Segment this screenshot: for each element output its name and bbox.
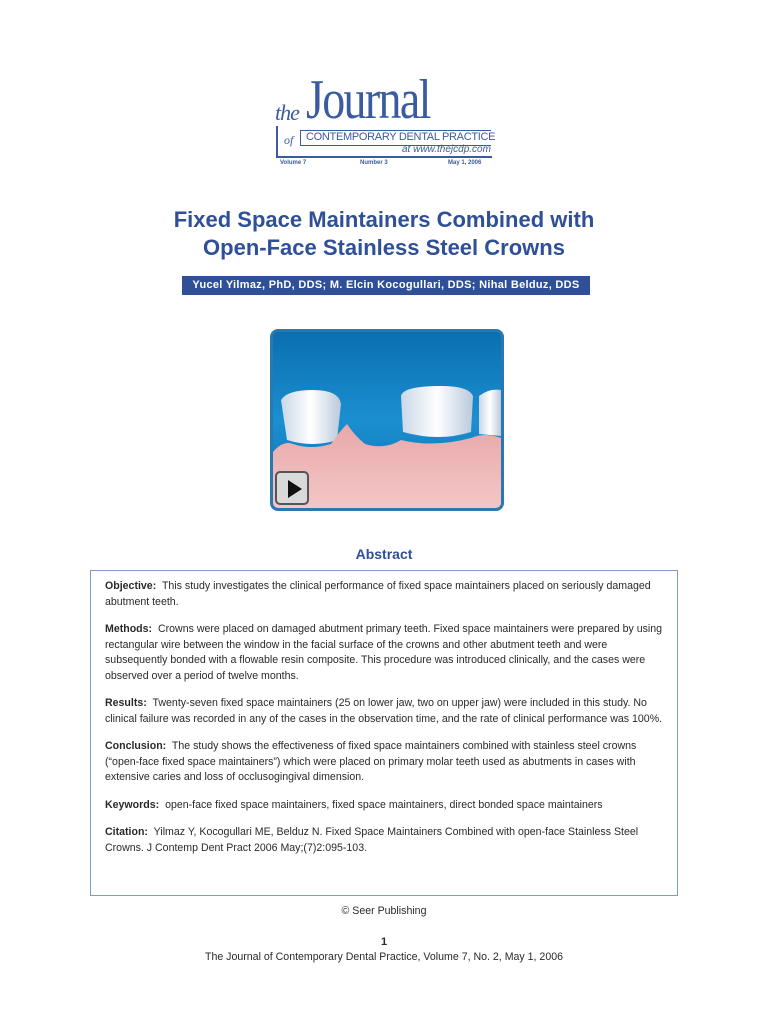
article-authors: Yucel Yilmaz, PhD, DDS; M. Elcin Kocogullari, DDS; Nihal Belduz, DDS: [182, 276, 590, 295]
masthead-rule-horizontal: [276, 156, 492, 158]
article-title-line-1: Fixed Space Maintainers Combined with: [173, 207, 595, 232]
conclusion-label: Conclusion:: [105, 740, 167, 752]
methods-label: Methods:: [105, 623, 153, 635]
abstract-heading: Abstract: [355, 546, 413, 562]
play-icon[interactable]: [275, 471, 309, 505]
methods-text: Crowns were placed on damaged abutment primary teeth. Fixed space maintainers were prepared by using rectangular wire between the window in the facial surface of the crowns and other abutment teeth and were subsequently bonded with a flowable resin composite. This procedure was introduced clinically, and the cases were observed over a period of twelve months.: [105, 623, 663, 682]
keywords-text: open-face fixed space maintainers, fixed space maintainers, direct bonded space maintainers: [165, 798, 603, 811]
conclusion-text: The study shows the effectiveness of fixed space maintainers combined with stainless steel crowns (“open-face fixed space maintainers”) which were placed on primary molar teeth used as abutments in cases with extensive caries and loss of occlusogingival dimension.: [105, 740, 637, 783]
masthead-number: Number 3: [360, 160, 388, 166]
keywords-label: Keywords:: [105, 798, 160, 811]
masthead-journal: Journal: [306, 69, 430, 131]
page-number: 1: [380, 936, 388, 948]
masthead-of: of: [284, 133, 294, 147]
article-title-line-2: Open-Face Stainless Steel Crowns: [203, 235, 565, 260]
abstract-keywords: [105, 798, 663, 814]
citation-label: Citation:: [105, 826, 148, 838]
abstract-box: [90, 570, 678, 896]
copyright-notice: © Seer Publishing: [341, 905, 427, 917]
abstract-conclusion: [105, 739, 663, 786]
masthead-journal-name: CONTEMPORARY DENTAL PRACTICE: [306, 131, 496, 143]
masthead-date: May 1, 2006: [448, 160, 482, 166]
masthead-website: at www.thejcdp.com: [402, 144, 491, 155]
masthead-volume: Volume 7: [280, 160, 307, 166]
masthead-the: the: [275, 100, 299, 125]
abstract-objective: [105, 579, 663, 610]
objective-label: Objective:: [105, 580, 157, 592]
footer-journal-line: The Journal of Contemporary Dental Practice, Volume 7, No. 2, May 1, 2006: [204, 951, 563, 963]
objective-text: This study investigates the clinical performance of fixed space maintainers placed on seriously damaged abutment teeth.: [105, 580, 651, 608]
abstract-results: [105, 696, 663, 727]
video-player[interactable]: [270, 329, 504, 511]
abstract-citation: [105, 825, 663, 856]
results-text: Twenty-seven fixed space maintainers (25 on lower jaw, two on upper jaw) were included in this study. No clinical failure was recorded in any of the cases in the observation time, and the rate of clinical performance was 100%.: [105, 697, 663, 725]
masthead-rule-vertical: [276, 126, 278, 156]
journal-masthead: [272, 69, 496, 170]
abstract-methods: [105, 622, 663, 684]
citation-text: Yilmaz Y, Kocogullari ME, Belduz N. Fixed Space Maintainers Combined with open-face Stainless Steel Crowns. J Contemp Dent Pract 2006 May;(7)2:095-103.: [105, 826, 639, 854]
article-title: [0, 206, 768, 262]
results-label: Results:: [105, 697, 147, 709]
